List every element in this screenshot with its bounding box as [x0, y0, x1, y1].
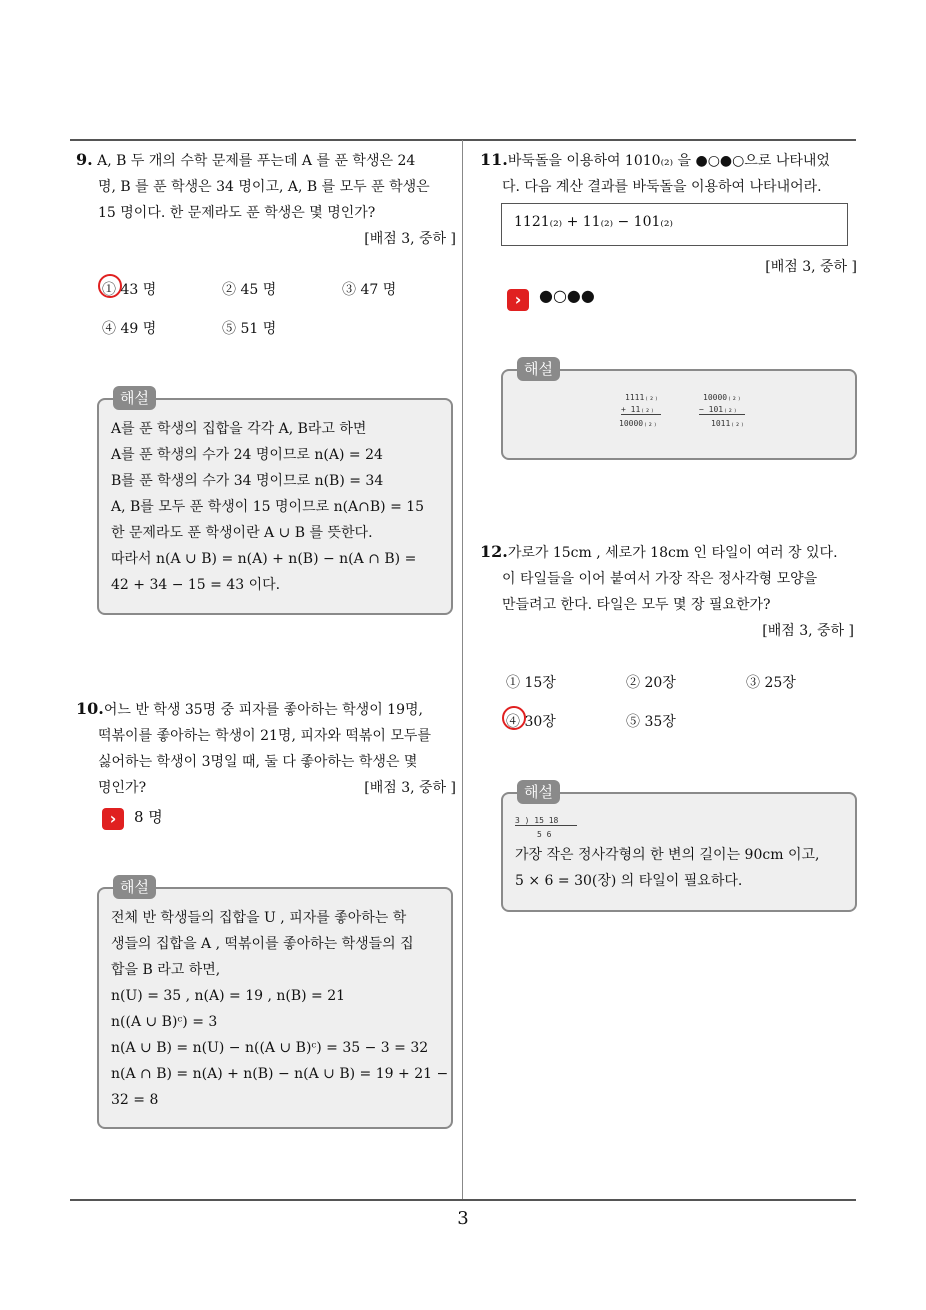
gcd-division: 3 ) 15 18 [515, 816, 577, 826]
question-10 [76, 696, 456, 801]
explanation-tag: 해설 [517, 357, 560, 381]
choice-5[interactable]: ⑤ 35장 [626, 714, 676, 730]
question-text: 싫어하는 학생이 3명일 때, 둘 다 좋아하는 학생은 몇 [98, 754, 418, 770]
answer-text: 8 명 [134, 808, 163, 826]
question-text: 명, B 를 푼 학생은 34 명이고, A, B 를 모두 푼 학생은 [98, 179, 430, 195]
question-number: 9. [76, 150, 93, 169]
choice-4[interactable]: ④ 49 명 [102, 321, 157, 337]
answer-arrow-icon: › [507, 289, 529, 311]
explanation-text: 전체 반 학생들의 집합을 U , 피자를 좋아하는 학 생들의 집합을 A , 떡볶이를 좋아하는 학생들의 집 합을 B 라고 하면, n(U) = 35 , n(A) = 19 , n(B) = 21 n((A ∪ B)ᶜ) = 3 n(A ∪ B) = n(U) − n((A ∪ B)ᶜ) = 35 − 3 = 32 n(A ∩ B) = n(A) + n(B) − n(A ∪ B) = 19 + 21 − 32 = 8 [111, 910, 449, 1108]
expression-box [501, 203, 848, 246]
column-divider [462, 140, 463, 1199]
question-text: 다. 다음 계산 결과를 바둑돌을 이용하여 나타내어라. [502, 179, 822, 195]
score-label: [배점 3, 중하 ] [762, 623, 854, 639]
bottom-rule [70, 1199, 856, 1201]
selected-mark-icon [502, 706, 526, 730]
top-rule [70, 139, 856, 141]
score-label: [배점 3, 중하 ] [364, 780, 456, 796]
question-text: A, B 두 개의 수학 문제를 푸는데 A 를 푼 학생은 24 [97, 153, 416, 169]
question-11 [480, 147, 860, 200]
explanation-text: 가장 작은 정사각형의 한 변의 길이는 90cm 이고, 5 × 6 = 30(장) 의 타일이 필요하다. [515, 847, 820, 889]
choice-5[interactable]: ⑤ 51 명 [222, 321, 277, 337]
explanation-box-q12 [501, 783, 857, 912]
explanation-tag: 해설 [113, 875, 156, 899]
expression-text: 1121₍₂₎ + 11₍₂₎ − 101₍₂₎ [514, 214, 673, 230]
answer-arrow-icon: › [102, 808, 124, 830]
gcd-quotient: 5 6 [537, 830, 552, 839]
explanation-box-q9 [97, 389, 453, 615]
explanation-box-q11: 해설 1111₍₂₎ + 11₍₂₎ 10000₍₂₎ 10000₍₂₎ − 101₍₂₎ 1011₍₂₎ [501, 369, 857, 460]
choice-3[interactable]: ③ 25장 [746, 675, 796, 691]
explanation-box-q10 [97, 878, 453, 1129]
question-text: 만들려고 한다. 타일은 모두 몇 장 필요한가? [502, 597, 771, 613]
question-text: 떡볶이를 좋아하는 학생이 21명, 피자와 떡볶이 모두를 [98, 728, 431, 744]
page-number: 3 [457, 1208, 469, 1229]
selected-mark-icon [98, 274, 122, 298]
question-text: 가로가 15cm , 세로가 18cm 인 타일이 여러 장 있다. [507, 545, 838, 561]
choice-3[interactable]: ③ 47 명 [342, 282, 397, 298]
question-text: 이 타일들을 이어 붙여서 가장 작은 정사각형 모양을 [502, 571, 818, 587]
question-text: 15 명이다. 한 문제라도 푼 학생은 몇 명인가? [98, 205, 376, 221]
score-label: [배점 3, 중하 ] [364, 231, 456, 247]
question-text: 바둑돌을 이용하여 1010₍₂₎ 을 ●○●○으로 나타내었 [507, 153, 830, 169]
question-text: 어느 반 학생 35명 중 피자를 좋아하는 학생이 19명, [103, 702, 423, 718]
question-12 [480, 539, 860, 644]
question-number: 12. [480, 542, 508, 561]
choice-2[interactable]: ② 45 명 [222, 282, 277, 298]
score-label: [배점 3, 중하 ] [765, 259, 857, 275]
question-number: 10. [76, 699, 104, 718]
answer-text: ●○●● [539, 286, 595, 305]
choice-2[interactable]: ② 20장 [626, 675, 676, 691]
choices-q9 [102, 279, 442, 339]
choice-1[interactable]: ① 43 명 [102, 279, 156, 299]
choices-q12 [506, 672, 846, 732]
explanation-tag: 해설 [113, 386, 156, 410]
explanation-tag: 해설 [517, 780, 560, 804]
question-number: 11. [480, 150, 508, 169]
question-9 [76, 147, 456, 252]
question-text: 명인가? [98, 780, 147, 796]
choice-1[interactable]: ① 15장 [506, 675, 556, 691]
explanation-text: A를 푼 학생의 집합을 각각 A, B라고 하면 A를 푼 학생의 수가 24 명이므로 n(A) = 24 B를 푼 학생의 수가 34 명이므로 n(B) = 34 A, B를 모두 푼 학생이 15 명이므로 n(A∩B) = 15 한 문제라도 푼 학생이란 A ∪ B 를 뜻한다. 따라서 n(A ∪ B) = n(A) + n(B) − n(A ∩ B) = 42 + 34 − 15 = 43 이다. [111, 421, 425, 593]
choice-4[interactable]: ④ 30장 [506, 711, 556, 731]
